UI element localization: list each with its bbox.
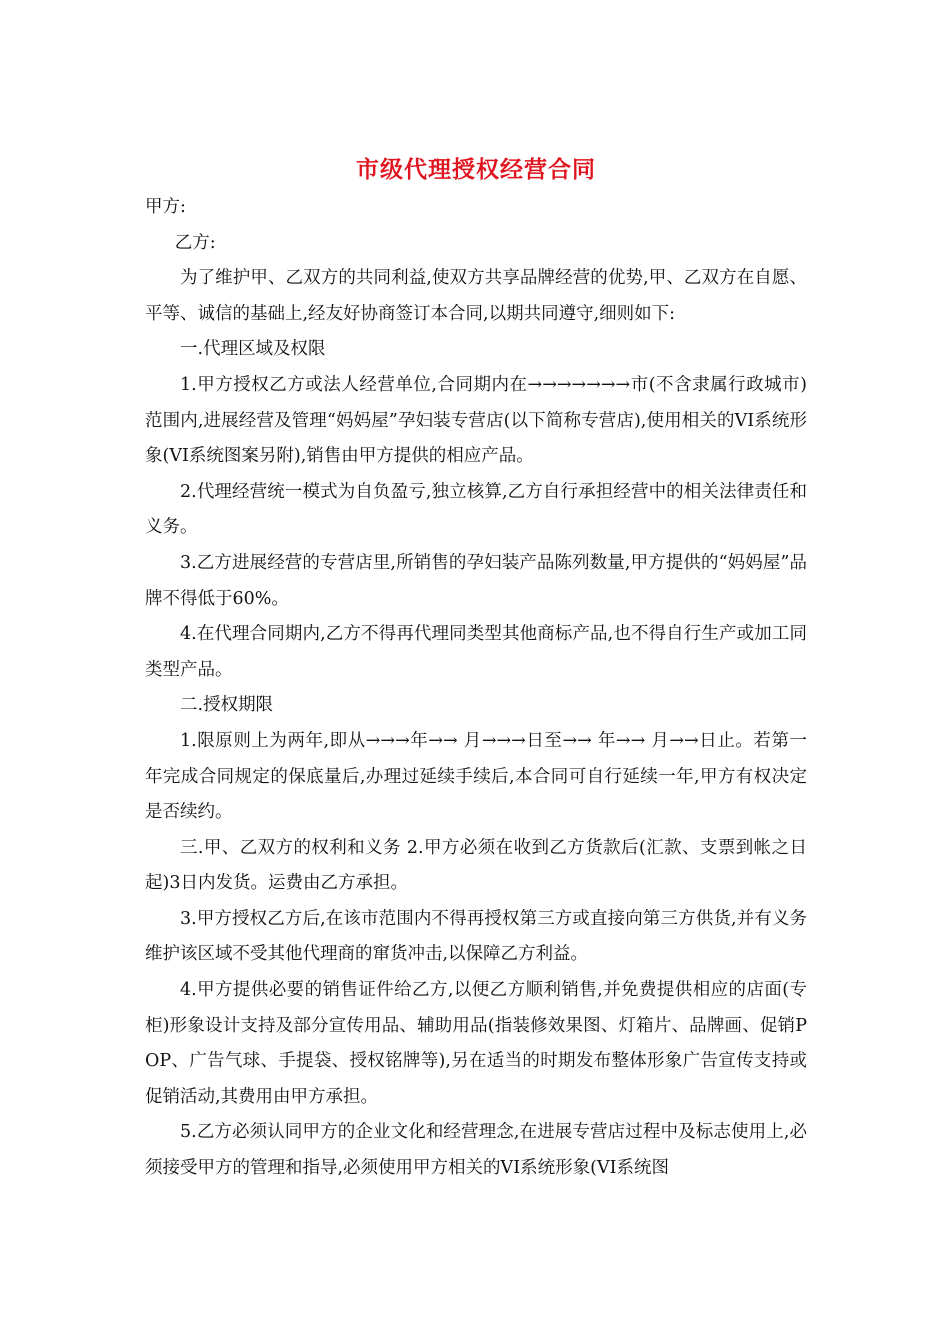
- clause-1-4: 4.在代理合同期内,乙方不得再代理同类型其他商标产品,也不得自行生产或加工同类型产品。: [145, 624, 807, 680]
- contract-page: [145, 150, 807, 1187]
- clause-3-4: 4.甲方提供必要的销售证件给乙方,以便乙方顺利销售,并免费提供相应的店面(专柜)形象设计支持及部分宣传用品、辅助用品(指装修效果图、灯箱片、品牌画、促销POP、广告气球、手提袋、授权铭牌等),另在适当的时期发布整体形象广告宣传支持或促销活动,其费用由甲方承担。: [145, 980, 807, 1107]
- preamble-paragraph: 为了维护甲、乙双方的共同利益,使双方共享品牌经营的优势,甲、乙双方在自愿、平等、诚信的基础上,经友好协商签订本合同,以期共同遵守,细则如下:: [145, 268, 807, 324]
- party-b-line: 乙方:: [174, 232, 216, 253]
- clause-2-1: 1.限原则上为两年,即从→→→年→→ 月→→→日至→→ 年→→ 月→→日止。若第一年完成合同规定的保底量后,办理过延续手续后,本合同可自行延续一年,甲方有权决定是否续约。: [145, 730, 807, 823]
- party-a-line: 甲方:: [145, 197, 186, 217]
- clause-1-2: 2.代理经营统一模式为自负盈亏,独立核算,乙方自行承担经营中的相关法律责任和义务。: [145, 481, 807, 538]
- clause-3-3: 3.甲方授权乙方后,在该市范围内不得再授权第三方或直接向第三方供货,并有义务维护该区域不受其他代理商的窜货冲击,以保障乙方利益。: [145, 908, 807, 965]
- clause-1-3: 3.乙方进展经营的专营店里,所销售的孕妇装产品陈列数量,甲方提供的“妈妈屋”品牌不得低于60%。: [145, 552, 807, 609]
- section-heading-3: 三.甲、乙双方的权利和义务 2.甲方必须在收到乙方货款后(汇款、支票到帐之日起)3日内发货。运费由乙方承担。: [145, 837, 807, 894]
- clause-1-1: 1.甲方授权乙方或法人经营单位,合同期内在→→→→→→→市(不含隶属行政城市)范围内,进展经营及管理“妈妈屋”孕妇装专营店(以下简称专营店),使用相关的VI系统形象(VI系统图案另附),销售由甲方提供的相应产品。: [145, 374, 807, 467]
- document-title: 市级代理授权经营合同: [356, 157, 596, 183]
- section-heading-1: 一.代理区域及权限: [180, 339, 326, 360]
- clause-3-5: 5.乙方必须认同甲方的企业文化和经营理念,在进展专营店过程中及标志使用上,必须接受甲方的管理和指导,必须使用甲方相关的VI系统形象(VI系统图: [145, 1122, 807, 1179]
- section-heading-2: 二.授权期限: [180, 695, 274, 716]
